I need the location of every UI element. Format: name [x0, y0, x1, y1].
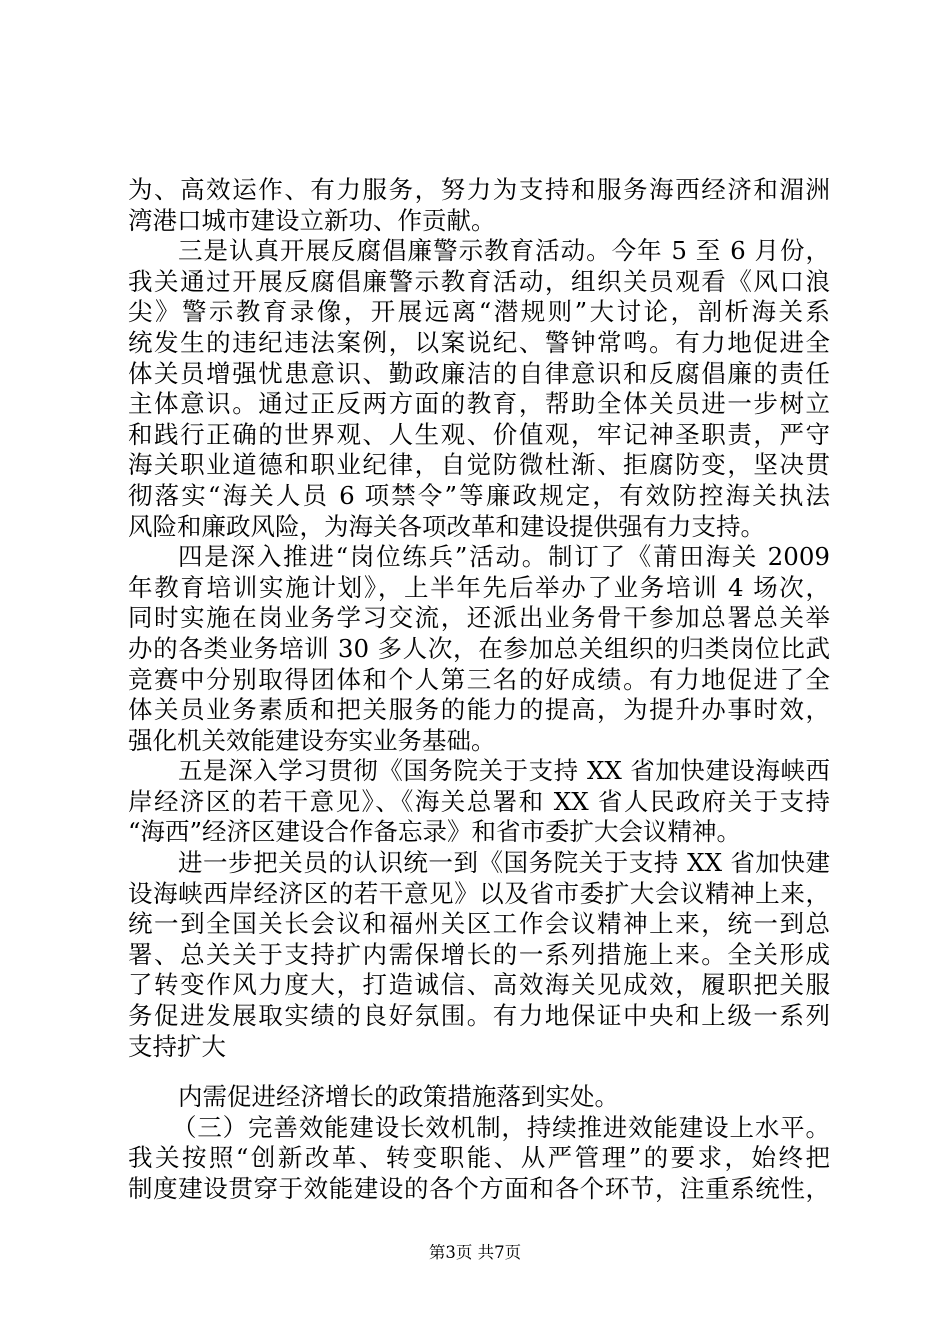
paragraph: [128, 1082, 830, 1113]
page-footer: [0, 1241, 950, 1265]
paragraph: [128, 236, 830, 542]
paragraph: [128, 756, 830, 848]
text-line: （三）完善效能建设长效机制，持续推进效能建设上水平。: [172, 1112, 830, 1142]
text-line: 岸经济区的若干意见》、《海关总署和 XX 省人民政府关于支持: [128, 786, 830, 816]
text-line: 四是深入推进“岗位练兵”活动。制订了《莆田海关 2009: [178, 542, 830, 572]
text-line: 竞赛中分别取得团体和个人第三名的好成绩。有力地促进了全: [128, 664, 830, 694]
text-line: 和践行正确的世界观、人生观、价值观，牢记神圣职责，严守: [128, 419, 830, 449]
text-line: 海关职业道德和职业纪律，自觉防微杜渐、拒腐防变，坚决贯: [128, 450, 830, 480]
paragraph: [128, 848, 830, 1062]
paragraph: [128, 542, 830, 756]
text-line: 体关员业务素质和把关服务的能力的提高，为提升办事时效，: [128, 695, 830, 725]
text-line: “海西”经济区建设合作备忘录》和省市委扩大会议精神。: [128, 817, 742, 847]
text-line: 内需促进经济增长的政策措施落到实处。: [178, 1082, 619, 1112]
text-line: 为、高效运作、有力服务，努力为支持和服务海西经济和湄洲: [128, 175, 830, 204]
text-line: 我关按照“创新改革、转变职能、从严管理”的要求，始终把: [128, 1143, 830, 1173]
text-line: 署、总关关于支持扩内需保增长的一系列措施上来。全关形成: [128, 939, 830, 969]
text-line: 三是认真开展反腐倡廉警示教育活动。今年 5 至 6 月份，: [178, 236, 830, 266]
text-line: 尖》警示教育录像，开展远离“潜规则”大讨论，剖析海关系: [128, 297, 830, 327]
text-line: 了转变作风力度大，打造诚信、高效海关见成效，履职把关服: [128, 970, 830, 1000]
paragraph: [128, 1113, 830, 1205]
text-line: 设海峡西岸经济区的若干意见》以及省市委扩大会议精神上来，: [128, 878, 830, 908]
text-line: 强化机关效能建设夯实业务基础。: [128, 725, 496, 755]
text-line: 彻落实“海关人员 6 项禁令”等廉政规定，有效防控海关执法: [128, 480, 830, 510]
page-number-label: 第3页 共7页: [428, 1243, 522, 1262]
text-line: 湾港口城市建设立新功、作贡献。: [128, 205, 496, 235]
text-line: 制度建设贯穿于效能建设的各个方面和各个环节，注重系统性，: [128, 1174, 830, 1203]
text-line: 风险和廉政风险，为海关各项改革和建设提供强有力支持。: [128, 511, 765, 541]
text-line: 体关员增强忧患意识、勤政廉洁的自律意识和反腐倡廉的责任: [128, 358, 830, 388]
body-text: [128, 175, 830, 1205]
text-line: 主体意识。通过正反两方面的教育，帮助全体关员进一步树立: [128, 389, 830, 419]
text-line: 五是深入学习贯彻《国务院关于支持 XX 省加快建设海峡西: [178, 756, 830, 786]
text-line: 同时实施在岗业务学习交流，还派出业务骨干参加总署总关举: [128, 603, 830, 633]
text-line: 支持扩大: [128, 1031, 226, 1061]
paragraph: [128, 175, 830, 236]
text-line: 年教育培训实施计划》，上半年先后举办了业务培训 4 场次，: [128, 572, 830, 602]
text-line: 我关通过开展反腐倡廉警示教育活动，组织关员观看《风口浪: [128, 266, 830, 296]
text-line: 统发生的违纪违法案例，以案说纪、警钟常鸣。有力地促进全: [128, 327, 830, 357]
text-line: 进一步把关员的认识统一到《国务院关于支持 XX 省加快建: [178, 848, 830, 878]
text-line: 务促进发展取实绩的良好氛围。有力地保证中央和上级一系列: [128, 1001, 830, 1031]
text-line: 统一到全国关长会议和福州关区工作会议精神上来，统一到总: [128, 909, 830, 939]
text-line: 办的各类业务培训 30 多人次，在参加总关组织的归类岗位比武: [128, 633, 830, 663]
